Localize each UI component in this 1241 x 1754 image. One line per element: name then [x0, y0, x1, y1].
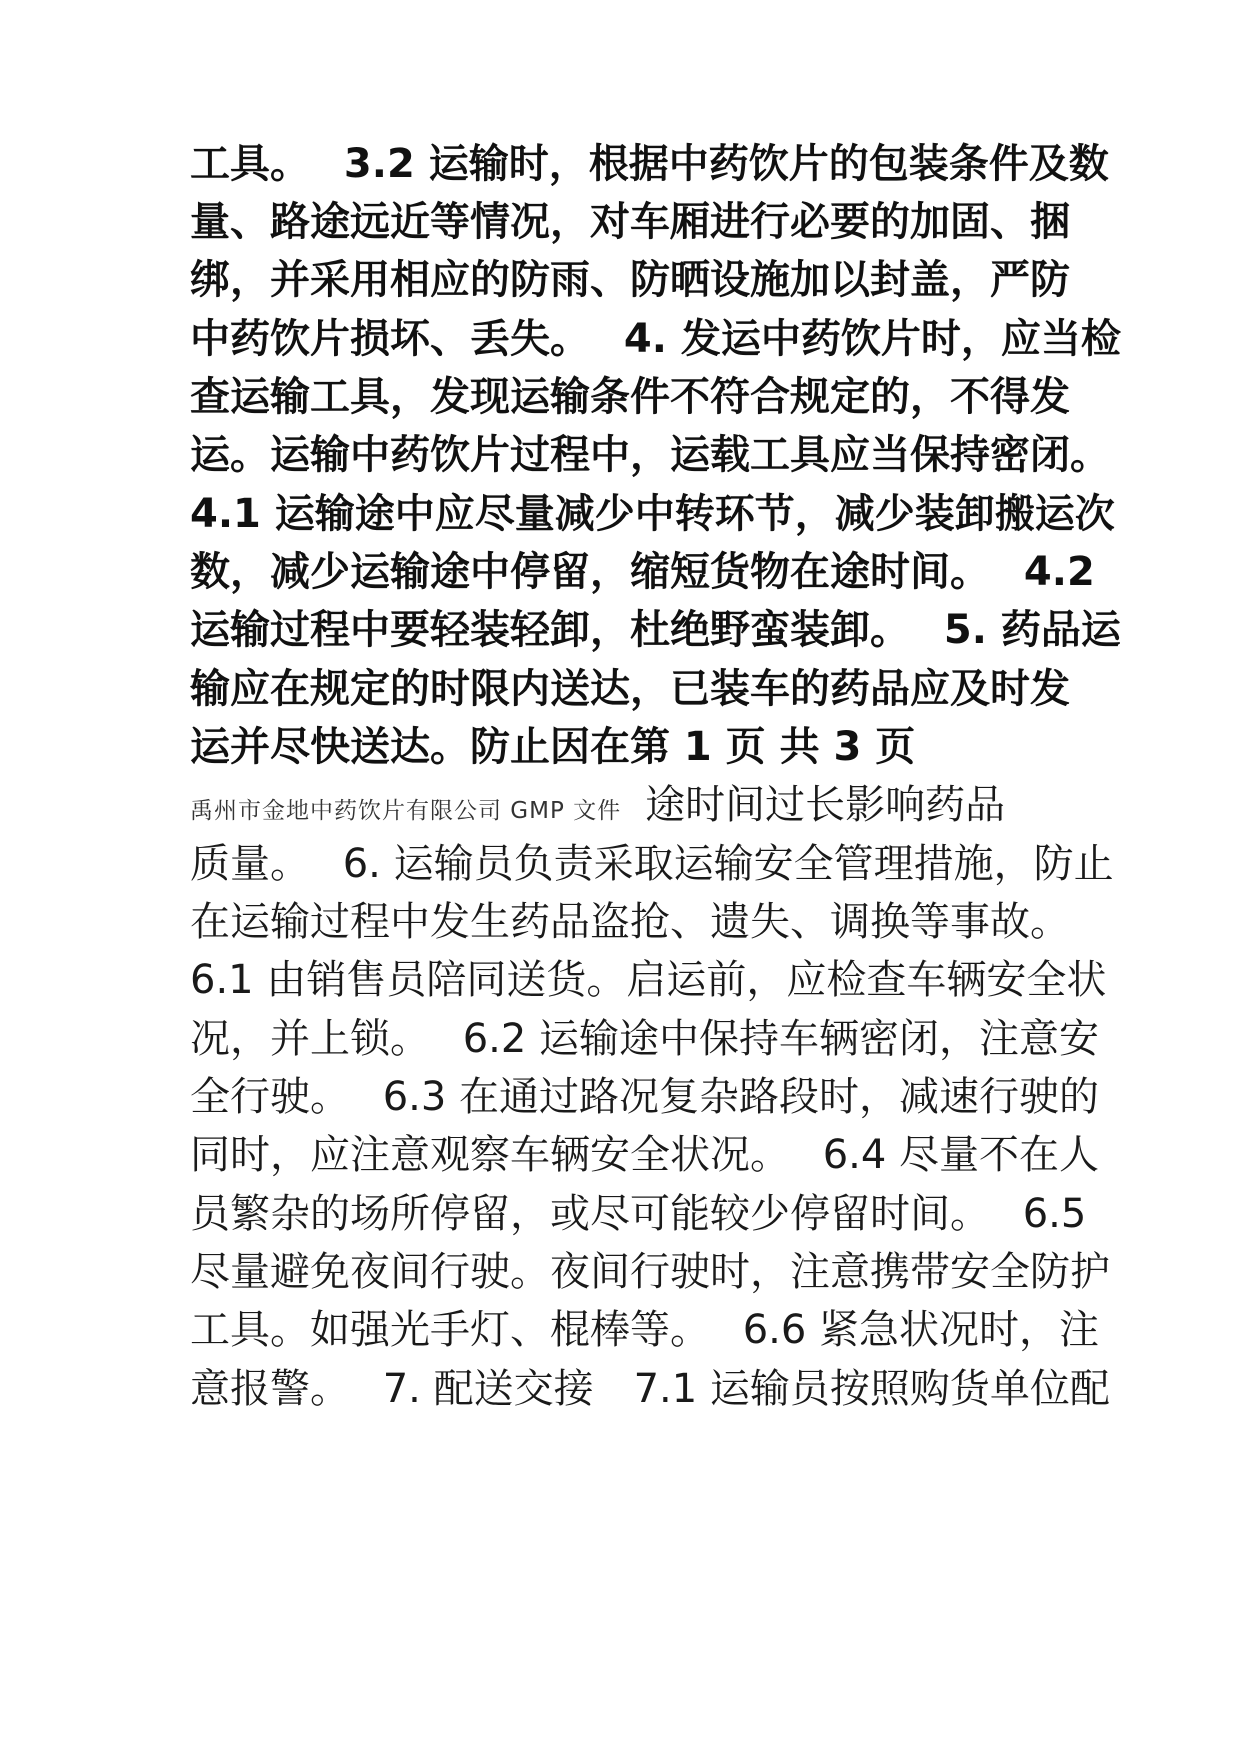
text-line-bold: 输应在规定的时限内送达，已装车的药品应及时发 [190, 666, 1070, 712]
text-line-regular: 全行驶。 6.3 在通过路况复杂路段时，减速行驶的 [190, 1074, 1100, 1120]
text-line-bold: 绑，并采用相应的防雨、防晒设施加以封盖，严防 [190, 257, 1070, 303]
text-line-bold: 数，减少运输途中停留，缩短货物在途时间。 4.2 [190, 549, 1095, 595]
text-line-regular: 尽量避免夜间行驶。夜间行驶时，注意携带安全防护 [190, 1249, 1110, 1295]
text-line-regular: 意报警。 7. 配送交接 7.1 运输员按照购货单位配 [190, 1366, 1110, 1412]
text-line-bold: 运。运输中药饮片过程中，运载工具应当保持密闭。 [190, 432, 1110, 478]
text-line-bold: 运输过程中要轻装轻卸，杜绝野蛮装卸。 5. 药品运 [190, 607, 1121, 653]
text-line-bold: 工具。 3.2 运输时，根据中药饮片的包装条件及数 [190, 141, 1109, 187]
text-line-regular: 质量。 6. 运输员负责采取运输安全管理措施，防止 [190, 841, 1114, 887]
text-line-regular: 在运输过程中发生药品盗抢、遗失、调换等事故。 [190, 899, 1070, 945]
text-line-regular: 员繁杂的场所停留，或尽可能较少停留时间。 6.5 [190, 1191, 1087, 1237]
text-line-bold: 中药饮片损坏、丢失。 4. 发运中药饮片时，应当检 [190, 316, 1121, 362]
text-line-regular: 同时，应注意观察车辆安全状况。 6.4 尽量不在人 [190, 1132, 1100, 1178]
page-number-line: 运并尽快送达。防止因在第 1 页 共 3 页 [190, 724, 916, 770]
text-line-regular: 6.1 由销售员陪同送货。启运前，应检查车辆安全状 [190, 957, 1107, 1003]
text-line-bold: 查运输工具，发现运输条件不符合规定的，不得发 [190, 374, 1070, 420]
company-header: 禹州市金地中药饮片有限公司 GMP 文件 [190, 798, 622, 824]
text-line-regular: 途时间过长影响药品 [645, 782, 1006, 828]
text-line-bold: 4.1 运输途中应尽量减少中转环节，减少装卸搬运次 [190, 491, 1115, 537]
text-line-regular: 工具。如强光手灯、棍棒等。 6.6 紧急状况时，注 [190, 1307, 1100, 1353]
text-line-bold: 量、路途远近等情况，对车厢进行必要的加固、捆 [190, 199, 1070, 245]
text-line-regular: 况，并上锁。 6.2 运输途中保持车辆密闭，注意安 [190, 1016, 1100, 1062]
